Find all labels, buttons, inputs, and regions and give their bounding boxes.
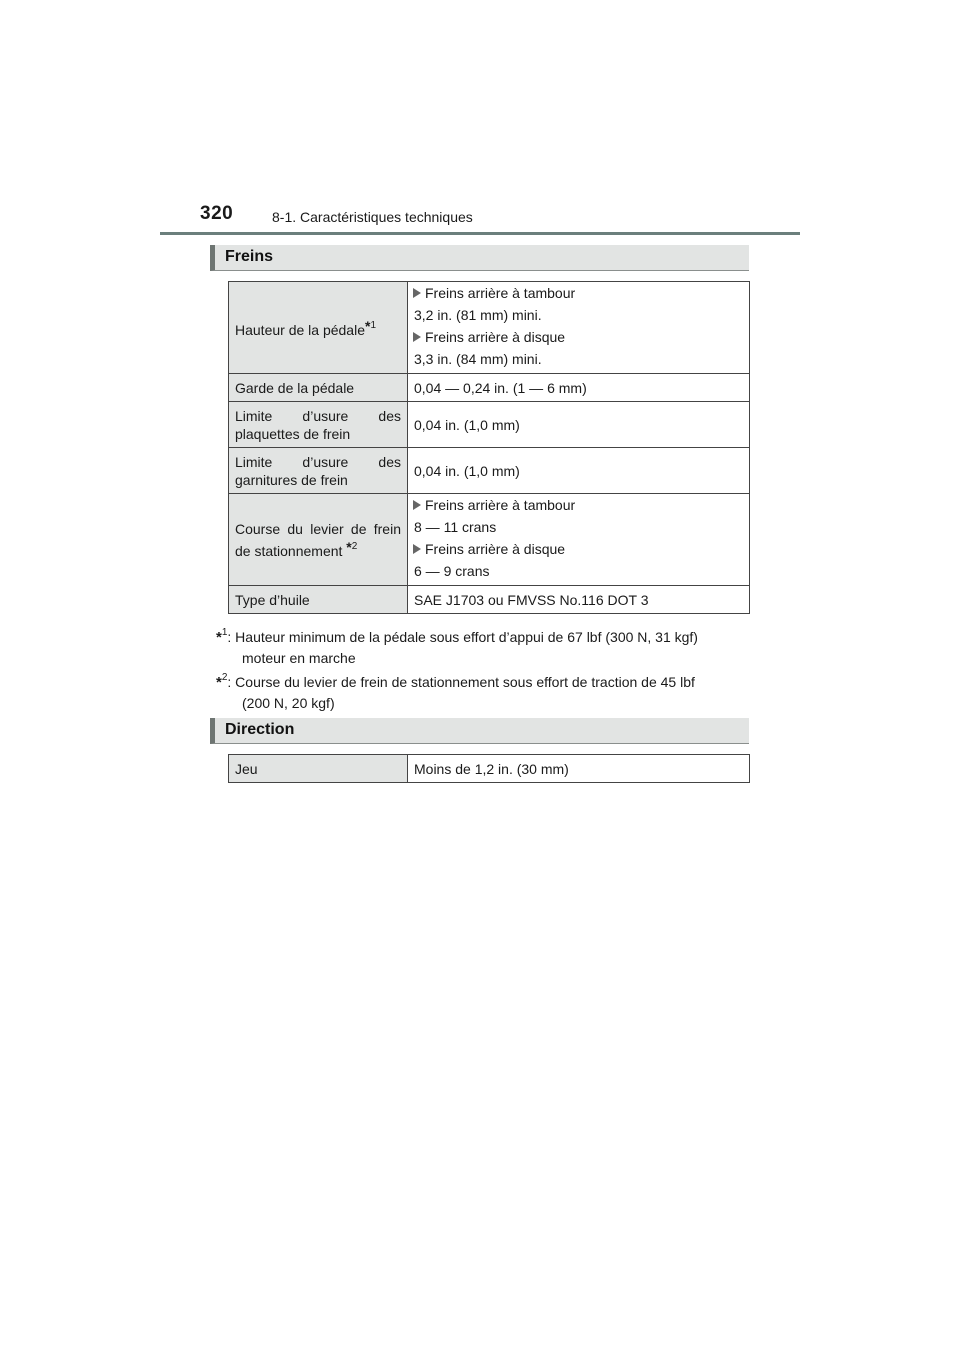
table-row bbox=[229, 374, 750, 402]
footnote-ref: 2 bbox=[221, 672, 228, 683]
footnote-ref: 2 bbox=[351, 540, 358, 552]
row-value: Moins de 1,2 in. (30 mm) bbox=[408, 755, 750, 783]
triangle-right-icon bbox=[413, 288, 421, 298]
label-text: Course du levier de frein de stationnement bbox=[235, 520, 401, 559]
header-rule bbox=[160, 232, 800, 235]
footnote-ref: 1 bbox=[370, 319, 377, 331]
option-item bbox=[413, 284, 743, 302]
table-row bbox=[229, 755, 750, 783]
section-header-brakes bbox=[210, 245, 749, 271]
label-text: Hauteur de la pédale bbox=[235, 321, 365, 338]
section-title-brakes: Freins bbox=[225, 248, 274, 265]
footnote-2 bbox=[216, 667, 750, 714]
footnote-star: * bbox=[216, 674, 222, 691]
triangle-right-icon bbox=[413, 544, 421, 554]
triangle-right-icon bbox=[413, 332, 421, 342]
option-name: Freins arrière à tambour bbox=[425, 284, 576, 301]
row-value: SAE J1703 ou FMVSS No.116 DOT 3 bbox=[408, 586, 750, 614]
option-item bbox=[413, 540, 743, 558]
option-item bbox=[413, 496, 743, 514]
footnote-star: * bbox=[365, 317, 371, 334]
row-label: Type d’huile bbox=[229, 586, 408, 614]
footnote-continuation: moteur en marche bbox=[242, 650, 356, 666]
table-row bbox=[229, 282, 750, 374]
table-row bbox=[229, 402, 750, 448]
row-label: Limite d’usure des garnitures de frein bbox=[229, 448, 408, 494]
triangle-right-icon bbox=[413, 500, 421, 510]
option-name: Freins arrière à disque bbox=[425, 328, 566, 345]
row-value: 0,04 in. (1,0 mm) bbox=[408, 402, 750, 448]
option-value: 3,2 in. (81 mm) mini. bbox=[414, 306, 542, 323]
table-row bbox=[229, 494, 750, 586]
page-number: 320 bbox=[200, 203, 234, 224]
footnote-star: * bbox=[216, 629, 222, 646]
option-name: Freins arrière à disque bbox=[425, 540, 566, 557]
brakes-table bbox=[228, 281, 750, 614]
footnote-text: : Course du levier de frein de stationnement sous effort de traction de 45 lbf bbox=[227, 674, 695, 690]
section-title-steering: Direction bbox=[225, 721, 295, 738]
steering-table bbox=[228, 754, 750, 783]
option-name: Freins arrière à tambour bbox=[425, 496, 576, 513]
chapter-title: 8-1. Caractéristiques techniques bbox=[272, 209, 473, 225]
footnote-ref: 1 bbox=[221, 627, 228, 638]
option-value: 8 — 11 crans bbox=[414, 518, 497, 535]
row-label: Garde de la pédale bbox=[229, 374, 408, 402]
table-row bbox=[229, 448, 750, 494]
footnote-continuation: (200 N, 20 kgf) bbox=[242, 695, 335, 711]
footnote-text: : Hauteur minimum de la pédale sous effort d’appui de 67 lbf (300 N, 31 kgf) bbox=[227, 629, 698, 645]
row-value: 0,04 in. (1,0 mm) bbox=[408, 448, 750, 494]
footnote-star: * bbox=[346, 538, 352, 555]
footnote-1 bbox=[216, 622, 750, 669]
row-label: Limite d’usure des plaquettes de frein bbox=[229, 402, 408, 448]
row-value: 0,04 — 0,24 in. (1 — 6 mm) bbox=[408, 374, 750, 402]
row-value bbox=[408, 282, 750, 374]
row-value bbox=[408, 494, 750, 586]
table-row bbox=[229, 586, 750, 614]
row-label bbox=[229, 494, 408, 586]
option-value: 6 — 9 crans bbox=[414, 562, 490, 579]
option-value: 3,3 in. (84 mm) mini. bbox=[414, 350, 542, 367]
section-header-steering bbox=[210, 718, 749, 744]
row-label: Jeu bbox=[229, 755, 408, 783]
row-label bbox=[229, 282, 408, 374]
option-item bbox=[413, 328, 743, 346]
